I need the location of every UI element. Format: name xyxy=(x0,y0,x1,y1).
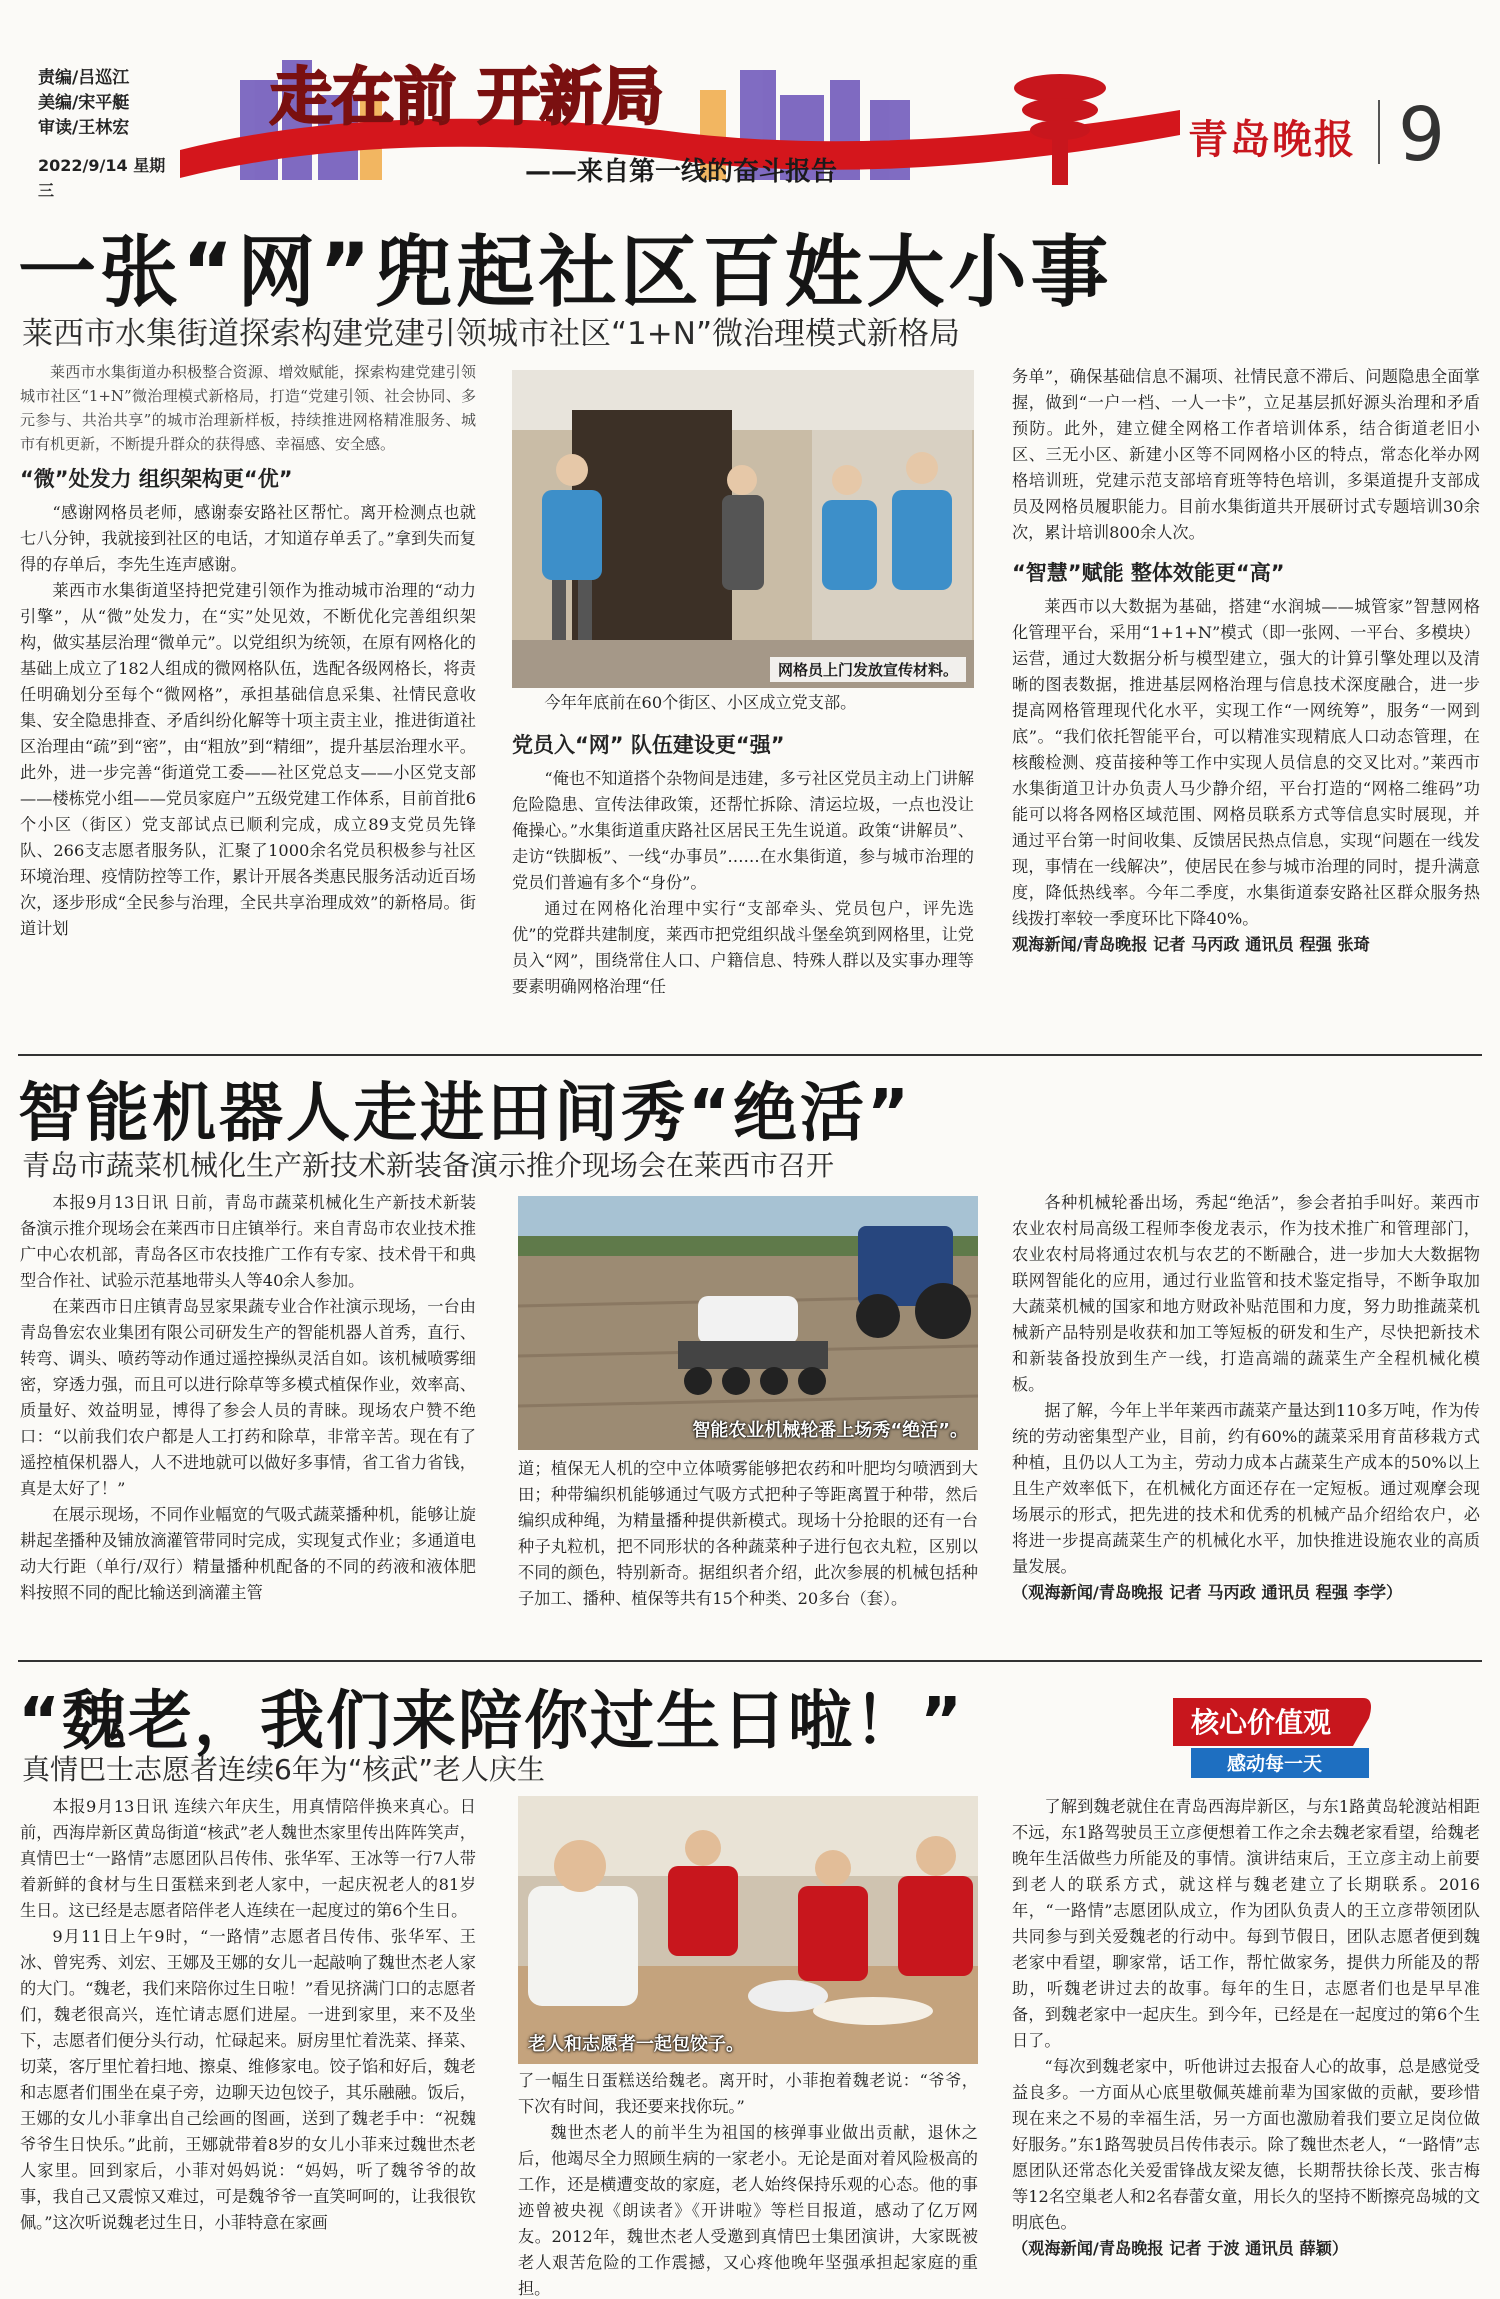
lead-paragraph: 莱西市水集街道办积极整合资源、增效赋能，探索构建党建引领城市社区“1+N”微治理模式新格局，打造“党建引领、社会协同、多元参与、共治共享”的城市治理新样板，持续推进网格精准服务、城市有机更新，不断提升群众的获得感、幸福感、安全感。 xyxy=(20,363,476,453)
article2-byline: （观海新闻/青岛晚报 记者 马丙政 通讯员 程强 李学） xyxy=(1012,1583,1403,1602)
masthead-divider xyxy=(1378,100,1380,164)
article1-photo-caption: 网格员上门发放宣传材料。 xyxy=(770,657,966,682)
article2-column-3 xyxy=(1012,1190,1480,1652)
issue-date: 2022/9/14 星期三 xyxy=(38,156,166,200)
article1-subheadline: 莱西市水集街道探索构建党建引领城市社区“1+N”微治理模式新格局 xyxy=(22,316,961,352)
core-values-badge xyxy=(1163,1688,1383,1788)
page-number: 9 xyxy=(1398,92,1446,178)
paragraph: 9月11日上午9时，“一路情”志愿者吕传伟、张华军、王冰、曾宪秀、刘宏、王娜及王娜的女儿一起敲响了魏世杰老人家的大门。“魏老，我们来陪你过生日啦！”看见挤满门口的志愿者们，魏老很高兴，连忙请志愿们进屋。一进到家里，来不及坐下，志愿者们便分头行动，忙碌起来。厨房里忙着洗菜、择菜、切菜，客厅里忙着扫地、擦桌、维修家电。饺子馅和好后，魏老和志愿者们围坐在桌子旁，边聊天边包饺子，其乐融融。饭后，王娜的女儿小菲拿出自己绘画的图画，送到了魏老手中：“祝魏爷爷生日快乐。”此前，王娜就带着8岁的女儿小菲来过魏世杰老人家里。回到家后，小菲对妈妈说：“妈妈，听了魏爷爷的故事，我自己又震惊又难过，可是魏爷爷一直笑呵呵的，让我很钦佩。”这次听说魏老过生日，小菲特意在家画 xyxy=(20,1927,476,2232)
paragraph: 各种机械轮番出场，秀起“绝活”，参会者拍手叫好。莱西市农业农村局高级工程师李俊龙表示，作为技术推广和管理部门，农业农村局将通过农机与农艺的不断融合，进一步加大大数据物联网智能化的应用，通过行业监管和技术鉴定指导，不断争取加大蔬菜机械的国家和地方财政补贴范围和力度，努力助推蔬菜机械新产品特别是收获和加工等短板的研发和生产，尽快把新技术和新装备投放到生产一线，打造高端的蔬菜生产全程机械化模板。 xyxy=(1012,1193,1480,1394)
article1-column-1 xyxy=(20,360,476,1045)
column-banner xyxy=(180,40,1180,200)
article3-column-2 xyxy=(518,2068,978,2299)
article1-headline: 一张“网”兜起社区百姓大小事 xyxy=(18,228,1113,318)
paragraph: “感谢网格员老师，感谢泰安路社区帮忙。离开检测点也就七八分钟，我就接到社区的电话，才知道存单丢了。”拿到失而复得的存单后，李先生连声感谢。 xyxy=(20,503,476,574)
paragraph: 据了解，今年上半年莱西市蔬菜产量达到110多万吨，作为传统的劳动密集型产业，目前，约有60%的蔬菜采用育苗移栽方式种植，且仍以人工为主，劳动力成本占蔬菜生产成本的50%以上且生产效率低下，在机械化方面还存在一定短板。通过观摩会现场展示的形式，把先进的技术和优秀的机械产品介绍给农户，必将进一步提高蔬菜生产的机械化水平，加快推进设施农业的高质量发展。 xyxy=(1012,1401,1480,1576)
article3-byline: （观海新闻/青岛晚报 记者 于波 通讯员 薛颖） xyxy=(1012,2239,1349,2258)
badge-subtitle: 感动每一天 xyxy=(1227,1753,1323,1775)
paragraph: 道；植保无人机的空中立体喷雾能够把农药和叶肥均匀喷洒到大田；种带编织机能够通过气吸方式把种子等距离置于种带，然后编织成种绳，为精量播种提供新模式。现场十分抢眼的还有一台种子丸粒机，把不同形状的各种蔬菜种子进行包衣丸粒，区别以不同的颜色，特别新奇。据组织者介绍，此次参展的机械包括种子加工、播种、植保等共有15个种类、20多台（套）。 xyxy=(518,1459,978,1608)
article1-column-2 xyxy=(512,690,974,1045)
article1-byline: 观海新闻/青岛晚报 记者 马丙政 通讯员 程强 张琦 xyxy=(1012,935,1370,954)
paragraph: 务单”，确保基础信息不漏项、社情民意不滞后、问题隐患全面掌握，做到“一户一档、一人一卡”，立足基层抓好源头治理和矛盾预防。此外，建立健全网格工作者培训体系，结合街道老旧小区、三无小区、新建小区等不同网格小区的特点，常态化举办网格培训班，党建示范支部培育班等特色培训，多渠道提升支部成员及网格员履职能力。目前水集街道共开展研讨式专题培训30余次，累计培训800余人次。 xyxy=(1012,367,1480,542)
photo-volunteers-distributing xyxy=(512,370,974,688)
paragraph: 本报9月13日讯 连续六年庆生，用真情陪伴换来真心。日前，西海岸新区黄岛街道“核武”老人魏世杰家里传出阵阵笑声，真情巴士“一路情”志愿团队吕传伟、张华军、王冰等一行7人带着新鲜的食材与生日蛋糕来到老人家中，一起庆祝老人的81岁生日。这已经是志愿者陪伴老人连续在一起度过的第6个生日。 xyxy=(20,1797,476,1920)
article2-column-2 xyxy=(518,1456,978,1652)
article1-section-heading-2: 党员入“网” 队伍建设更“强” xyxy=(512,733,785,757)
article2-photo xyxy=(518,1196,978,1450)
paragraph: 在莱西市日庄镇青岛昱家果蔬专业合作社演示现场，一台由青岛鲁宏农业集团有限公司研发生产的智能机器人首秀，直行、转弯、调头、喷药等动作通过遥控操纵灵活自如。该机械喷雾细密，穿透力强，而且可以进行除草等多模式植保作业，效率高、质量好、效益明显，博得了参会人员的青睐。现场农户赞不绝口：“以前我们农户都是人工打药和除草，非常辛苦。现在有了遥控植保机器人，人不进地就可以做好多事情，省工省力省钱，真是太好了！” xyxy=(20,1297,476,1498)
article3-column-1 xyxy=(20,1794,476,2299)
paragraph: 在展示现场，不同作业幅宽的气吸式蔬菜播种机，能够让旋耕起垄播种及铺放滴灌管带同时完成，实现复式作业；多通道电动大行距（单行/双行）精量播种机配备的不同的药液和液体肥料按照不同的配比输送到滴灌主管 xyxy=(20,1505,476,1602)
section-divider xyxy=(18,1660,1482,1662)
paragraph: 莱西市以大数据为基础，搭建“水润城——城管家”智慧网格化管理平台，采用“1+1+N”模式（即一张网、一平台、多模块）运营，通过大数据分析与模型建立，强大的计算引擎处理以及清晰的图表数据，推进基层网格治理与信息技术深度融合，进一步提高网格管理现代化水平，实现工作“一网统筹”，服务“一网到底”。“我们依托智能平台，可以精准实现精底人口动态管理，在核酸检测、疫苗接种等工作中实现人员信息的交叉比对。”莱西市水集街道卫计办负责人马少静介绍，平台打造的“网格二维码”功能可以将各网格区域范围、网格员联系方式等信息实时展现，并通过平台第一时间收集、反馈居民热点信息，实现“问题在一线发现，事情在一线解决”，使居民在参与城市治理的同时，提升满意度，降低热线率。今年二季度，水集街道泰安路社区群众服务热线拨打率较一季度环比下降40%。 xyxy=(1012,597,1480,928)
photo-field-machinery xyxy=(518,1196,978,1450)
article2-headline: 智能机器人走进田间秀“绝活” xyxy=(18,1077,913,1151)
article3-photo xyxy=(518,1796,978,2064)
editor-credit: 责编/吕巡江 xyxy=(38,68,130,88)
article2-photo-caption: 智能农业机械轮番上场秀“绝活”。 xyxy=(692,1420,968,1441)
paragraph: 魏世杰老人的前半生为祖国的核弹事业做出贡献，退休之后，他竭尽全力照顾生病的一家老小。无论是面对着风险极高的工作，还是横遭变故的家庭，老人始终保持乐观的心态。他的事迹曾被央视《朗读者》《开讲啦》等栏目报道，感动了亿万网友。2012年，魏世杰老人受邀到真情巴士集团演讲，大家既被老人艰苦危险的工作震撼，又心疼他晚年坚强承担起家庭的重担。 xyxy=(518,2123,978,2298)
article3-photo-caption: 老人和志愿者一起包饺子。 xyxy=(528,2034,744,2055)
paragraph: 通过在网格化治理中实行“支部牵头、党员包户，评先选优”的党群共建制度，莱西市把党组织战斗堡垒筑到网格里，让党员入“网”，围绕常住人口、户籍信息、特殊人群以及实事办理等要素明确网格治理“任 xyxy=(512,899,974,996)
paragraph: 了解到魏老就住在青岛西海岸新区，与东1路黄岛轮渡站相距不远，东1路驾驶员王立彦便想着工作之余去魏老家看望，给魏老晚年生活做些力所能及的事情。演讲结束后，王立彦主动上前要到老人的联系方式，就这样与魏老建立了长期联系。2016年，“一路情”志愿团队成立，作为团队负责人的王立彦带领团队共同参与到关爱魏老的行动中。每到节假日，团队志愿者便到魏老家中看望，聊家常，话工作，帮忙做家务，提供力所能及的帮助，听魏老讲过去的故事。每年的生日，志愿者们也是早早准备，到魏老家中一起庆生。到今年，已经是在一起度过的第6个生日了。 xyxy=(1012,1797,1480,2050)
banner-title: 走在前 开新局 xyxy=(270,60,664,133)
reviewer-credit: 审读/王林宏 xyxy=(38,118,130,138)
paragraph: 今年年底前在60个街区、小区成立党支部。 xyxy=(544,693,857,712)
article1-column-3 xyxy=(1012,364,1480,1045)
art-editor-credit: 美编/宋平艇 xyxy=(38,93,130,113)
paper-masthead: 青岛晚报 xyxy=(1188,116,1356,163)
article1-section-heading-1: “微”处发力 组织架构更“优” xyxy=(20,467,293,491)
article3-column-3 xyxy=(1012,1794,1480,2299)
article2-column-1 xyxy=(20,1190,476,1652)
badge-title: 核心价值观 xyxy=(1191,1706,1332,1739)
paragraph: 莱西市水集街道坚持把党建引领作为推动城市治理的“动力引擎”，从“微”处发力，在“实”处见效，不断优化完善组织架构，做实基层治理“微单元”。以党组织为统领，在原有网格化的基础上成立了182人组成的微网格队伍，选配各级网格长，将责任明确划分至每个“微网格”，承担基础信息采集、社情民意收集、安全隐患排查、矛盾纠纷化解等十项主责主业，推进街道社区治理由“疏”到“密”，由“粗放”到“精细”，提升基层治理水平。此外，进一步完善“街道党工委——社区党总支——小区党支部——楼栋党小组——党员家庭户”五级党建工作体系，目前首批6个小区（街区）党支部试点已顺利完成，成立89支党员先锋队、266支志愿者服务队，汇聚了1000余名党员积极参与社区环境治理、疫情防控等工作，累计开展各类惠民服务活动近百场次，逐步形成“全民参与治理，全民共享治理成效”的新格局。街道计划 xyxy=(20,581,476,938)
article1-photo xyxy=(512,370,974,688)
section-divider xyxy=(18,1054,1482,1056)
article3-subheadline: 真情巴士志愿者连续6年为“核武”老人庆生 xyxy=(22,1753,545,1786)
photo-making-dumplings xyxy=(518,1796,978,2064)
page-meta xyxy=(38,66,178,203)
article2-subheadline: 青岛市蔬菜机械化生产新技术新装备演示推介现场会在莱西市召开 xyxy=(22,1149,835,1182)
banner-subtitle: ——来自第一线的奋斗报告 xyxy=(525,157,838,187)
paragraph: 了一幅生日蛋糕送给魏老。离开时，小菲抱着魏老说：“爷爷，下次有时间，我还要来找你玩。” xyxy=(518,2071,978,2116)
article3-headline: “魏老，我们来陪你过生日啦！” xyxy=(18,1685,965,1759)
paragraph: “每次到魏老家中，听他讲过去报奋人心的故事，总是感觉受益良多。一方面从心底里敬佩英雄前辈为国家做的贡献，要珍惜现在来之不易的幸福生活，另一方面也激励着我们要立足岗位做好服务。”东1路驾驶员吕传伟表示。除了魏世杰老人，“一路情”志愿团队还常态化关爱雷锋战友梁友德，长期帮扶徐长茂、张吉梅等12名空巢老人和2名春蕾女童，用长久的坚持不断擦亮岛城的文明底色。 xyxy=(1012,2057,1480,2232)
article1-lead xyxy=(20,360,476,456)
article1-section-heading-3: “智慧”赋能 整体效能更“高” xyxy=(1012,561,1285,585)
paragraph: 本报9月13日讯 日前，青岛市蔬菜机械化生产新技术新装备演示推介现场会在莱西市日庄镇举行。来自青岛市农业技术推广中心农机部，青岛各区市农技推广工作有专家、技术骨干和典型合作社、试验示范基地带头人等40余人参加。 xyxy=(20,1193,476,1290)
paragraph: “俺也不知道搭个杂物间是违建，多亏社区党员主动上门讲解危险隐患、宣传法律政策，还帮忙拆除、清运垃圾，一点也没让俺操心。”水集街道重庆路社区居民王先生说道。政策“讲解员”、走访“铁脚板”、一线“办事员”……在水集街道，参与城市治理的党员们普遍有多个“身份”。 xyxy=(512,769,974,892)
